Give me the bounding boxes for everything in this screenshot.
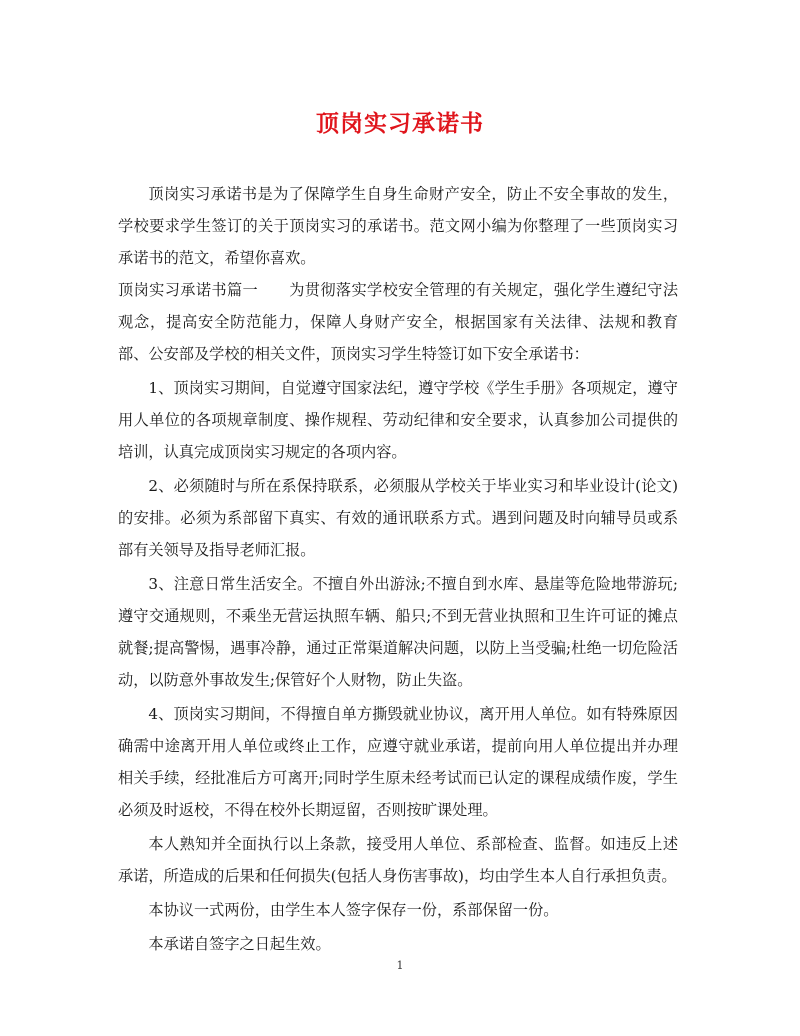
- paragraph-acknowledgement: 本人熟知并全面执行以上条款，接受用人单位、系部检查、监督。如违反上述承诺，所造成的后果和任何损失(包括人身伤害事故)，均由学生本人自行承担负责。: [118, 835, 678, 885]
- paragraph-clause-2: 2、必须随时与所在系保持联系，必须服从学校关于毕业实习和毕业设计(论文)的安排。必须为系部留下真实、有效的通讯联系方式。遇到问题及时向辅导员或系部有关领导及指导老师汇报。: [118, 477, 678, 559]
- paragraph-clause-4: 4、顶岗实习期间，不得擅自单方撕毁就业协议，离开用人单位。如有特殊原因确需中途离开用人单位或终止工作，应遵守就业承诺，提前向用人单位提出并办理相关手续，经批准后方可离开;同时学生原未经考试而已认定的课程成绩作废，学生必须及时返校，不得在校外长期逗留，否则按旷课处理。: [118, 705, 678, 819]
- paragraph-effective: 本承诺自签字之日起生效。: [148, 935, 331, 953]
- paragraph-clause-1: 1、顶岗实习期间，自觉遵守国家法纪，遵守学校《学生手册》各项规定，遵守用人单位的各项规章制度、操作规程、劳动纪律和安全要求，认真参加公司提供的培训，认真完成顶岗实习规定的各项内容。: [118, 379, 678, 461]
- page-number: 1: [396, 959, 404, 972]
- document-body: [118, 178, 678, 960]
- paragraph-section-one: 顶岗实习承诺书篇一 为贯彻落实学校安全管理的有关规定，强化学生遵纪守法观念，提高安全防范能力，保障人身财产安全，根据国家有关法律、法规和教育部、公安部及学校的相关文件，顶岗实习学生特签订如下安全承诺书：: [118, 281, 678, 363]
- paragraph-copies: 本协议一式两份，由学生本人签字保存一份，系部保留一份。: [148, 901, 559, 919]
- document-title: 顶岗实习承诺书: [316, 110, 484, 137]
- paragraph-clause-3: 3、注意日常生活安全。不擅自外出游泳;不擅自到水库、悬崖等危险地带游玩;遵守交通规则，不乘坐无营运执照车辆、船只;不到无营业执照和卫生许可证的摊点就餐;提高警惕，遇事冷静，通过正常渠道解决问题，以防上当受骗;杜绝一切危险活动，以防意外事故发生;保管好个人财物，防止失盗。: [118, 575, 678, 689]
- paragraph-intro: 顶岗实习承诺书是为了保障学生自身生命财产安全，防止不安全事故的发生，学校要求学生签订的关于顶岗实习的承诺书。范文网小编为你整理了一些顶岗实习承诺书的范文，希望你喜欢。: [118, 185, 678, 267]
